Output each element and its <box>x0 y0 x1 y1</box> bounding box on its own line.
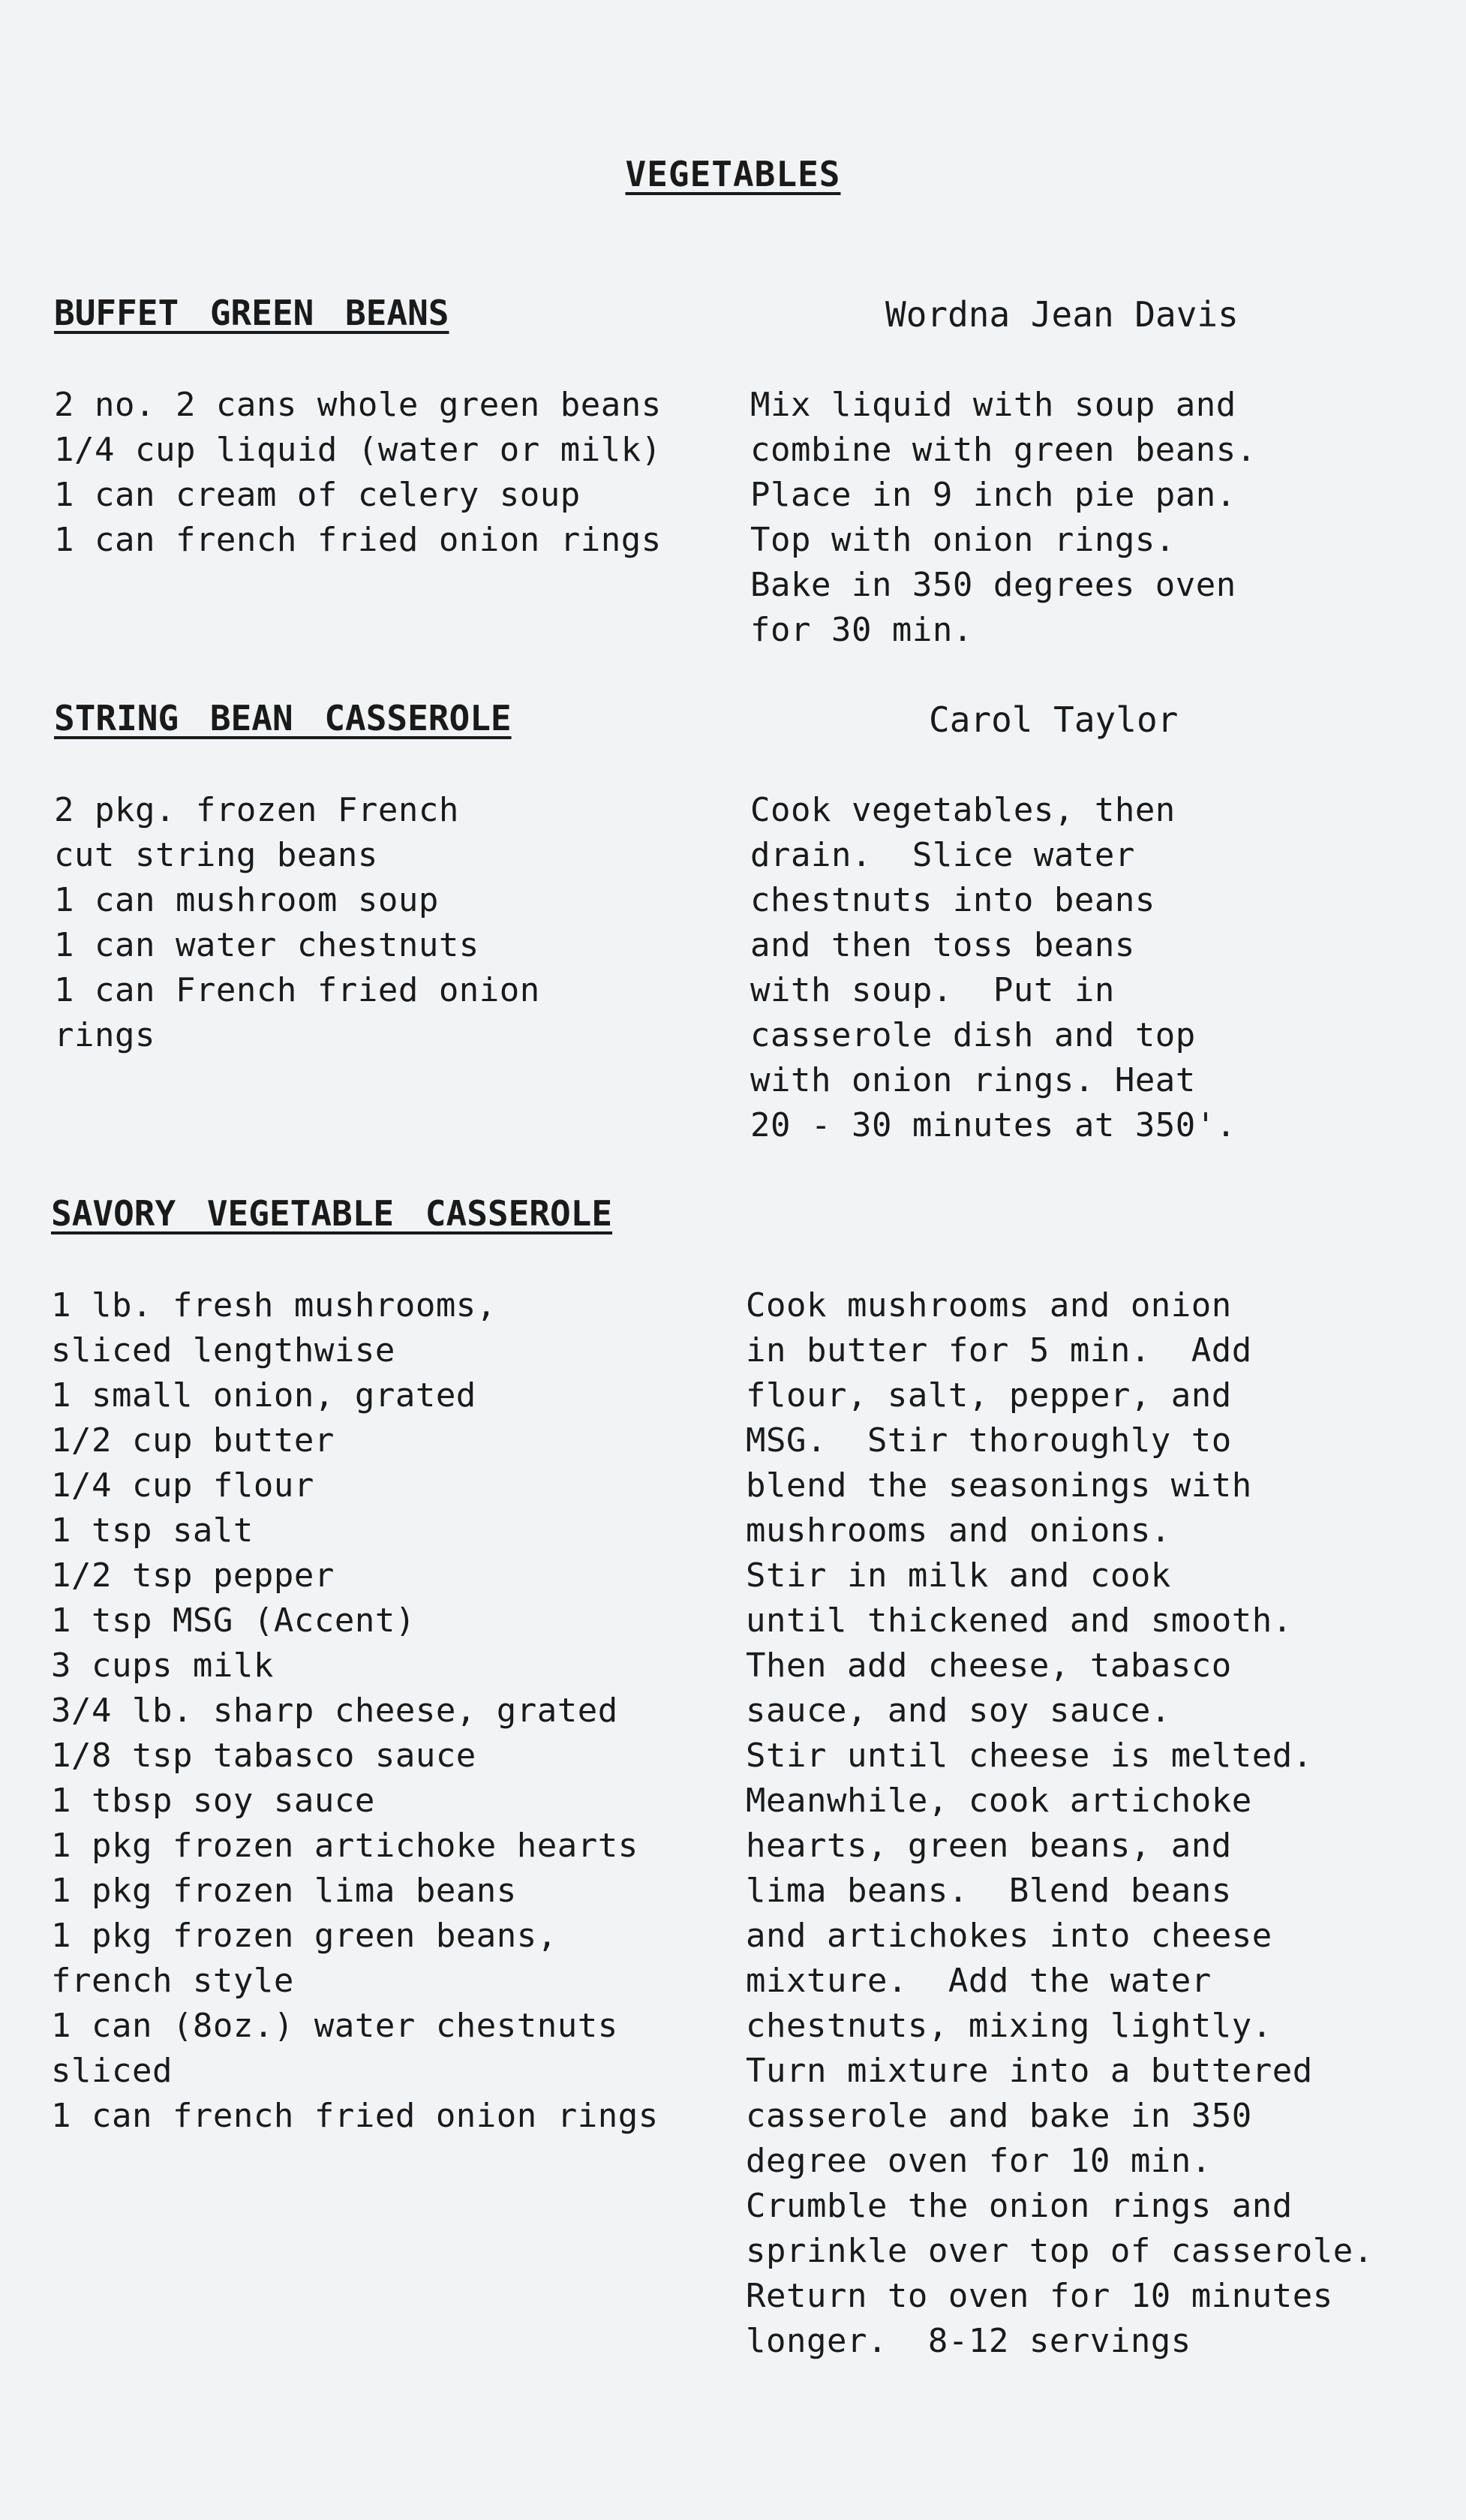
ingredient-line: 1/4 cup liquid (water or milk) <box>54 431 662 469</box>
direction-line: chestnuts into beans <box>750 881 1155 919</box>
direction-line: for 30 min. <box>750 611 973 649</box>
ingredients-savory-vegetable-casserole <box>51 1283 659 2139</box>
ingredients-string-bean-casserole <box>54 788 540 1058</box>
direction-line: hearts, green beans, and <box>746 1827 1232 1865</box>
recipe-title-buffet-green-beans: BUFFET GREEN BEANS <box>54 293 449 333</box>
ingredient-line: 2 no. 2 cans whole green beans <box>54 386 662 424</box>
ingredient-line: 1 can french fried onion rings <box>51 2097 659 2135</box>
direction-line: Place in 9 inch pie pan. <box>750 476 1236 514</box>
direction-line: Top with onion rings. <box>750 521 1176 559</box>
direction-line: Stir until cheese is melted. <box>746 1737 1313 1775</box>
direction-line: mixture. Add the water <box>746 1962 1212 2000</box>
ingredient-line: 1/4 cup flour <box>51 1466 314 1505</box>
ingredient-line: sliced lengthwise <box>51 1331 395 1370</box>
direction-line: Bake in 350 degrees oven <box>750 566 1236 604</box>
ingredient-line: 2 pkg. frozen French <box>54 791 459 829</box>
direction-line: combine with green beans. <box>750 431 1257 469</box>
recipe-author-wordna-jean-davis: Wordna Jean Davis <box>885 294 1239 335</box>
direction-line: Turn mixture into a buttered <box>746 2052 1313 2090</box>
recipe-title-string-bean-casserole: STRING BEAN CASSEROLE <box>54 698 512 738</box>
ingredient-line: 1 can french fried onion rings <box>54 521 662 559</box>
direction-line: longer. 8-12 servings <box>746 2322 1191 2360</box>
direction-line: blend the seasonings with <box>746 1466 1252 1505</box>
direction-line: chestnuts, mixing lightly. <box>746 2007 1272 2045</box>
direction-line: MSG. Stir thoroughly to <box>746 1421 1232 1460</box>
recipe-title-savory-vegetable-casserole: SAVORY VEGETABLE CASSEROLE <box>51 1193 613 1234</box>
ingredient-line: 1 tbsp soy sauce <box>51 1782 375 1820</box>
ingredient-line: 3 cups milk <box>51 1646 274 1685</box>
ingredient-line: french style <box>51 1962 294 2000</box>
direction-line: drain. Slice water <box>750 836 1135 874</box>
direction-line: Stir in milk and cook <box>746 1556 1171 1595</box>
ingredient-line: 1 can French fried onion <box>54 971 540 1009</box>
direction-line: Mix liquid with soup and <box>750 386 1236 424</box>
direction-line: Return to oven for 10 minutes <box>746 2277 1333 2315</box>
direction-line: Then add cheese, tabasco <box>746 1646 1232 1685</box>
direction-line: casserole dish and top <box>750 1016 1196 1054</box>
direction-line: casserole and bake in 350 <box>746 2097 1252 2135</box>
recipe-author-carol-taylor: Carol Taylor <box>929 699 1179 740</box>
directions-buffet-green-beans <box>750 383 1257 653</box>
ingredient-line: 1 tsp MSG (Accent) <box>51 1601 416 1640</box>
direction-line: Cook vegetables, then <box>750 791 1176 829</box>
ingredient-line: 1 can water chestnuts <box>54 926 479 964</box>
direction-line: sauce, and soy sauce. <box>746 1692 1171 1730</box>
ingredient-line: 1 lb. fresh mushrooms, <box>51 1286 497 1325</box>
ingredient-line: 1 small onion, grated <box>51 1376 476 1415</box>
direction-line: lima beans. Blend beans <box>746 1872 1232 1910</box>
ingredient-line: 3/4 lb. sharp cheese, grated <box>51 1692 618 1730</box>
direction-line: sprinkle over top of casserole. <box>746 2232 1374 2270</box>
direction-line: degree oven for 10 min. <box>746 2142 1212 2180</box>
ingredient-line: 1/2 cup butter <box>51 1421 335 1460</box>
direction-line: in butter for 5 min. Add <box>746 1331 1252 1370</box>
ingredient-line: 1/8 tsp tabasco sauce <box>51 1737 476 1775</box>
direction-line: Meanwhile, cook artichoke <box>746 1782 1252 1820</box>
ingredient-line: 1 pkg frozen lima beans <box>51 1872 517 1910</box>
ingredient-line: cut string beans <box>54 836 378 874</box>
ingredient-line: 1 can cream of celery soup <box>54 476 581 514</box>
ingredient-line: 1 can mushroom soup <box>54 881 439 919</box>
direction-line: mushrooms and onions. <box>746 1511 1171 1550</box>
directions-string-bean-casserole <box>750 788 1236 1148</box>
page-title: VEGETABLES <box>625 154 841 194</box>
direction-line: Cook mushrooms and onion <box>746 1286 1232 1325</box>
ingredient-line: sliced <box>51 2052 173 2090</box>
direction-line: and artichokes into cheese <box>746 1917 1272 1955</box>
direction-line: until thickened and smooth. <box>746 1601 1293 1640</box>
ingredient-line: 1 can (8oz.) water chestnuts <box>51 2007 618 2045</box>
direction-line: Crumble the onion rings and <box>746 2187 1293 2225</box>
ingredient-line: 1 pkg frozen artichoke hearts <box>51 1827 638 1865</box>
ingredient-line: 1 tsp salt <box>51 1511 254 1550</box>
ingredient-line: 1 pkg frozen green beans, <box>51 1917 557 1955</box>
direction-line: with soup. Put in <box>750 971 1115 1009</box>
ingredient-line: 1/2 tsp pepper <box>51 1556 335 1595</box>
directions-savory-vegetable-casserole <box>746 1283 1374 2364</box>
direction-line: flour, salt, pepper, and <box>746 1376 1232 1415</box>
ingredients-buffet-green-beans <box>54 383 662 563</box>
direction-line: 20 - 30 minutes at 350'. <box>750 1106 1236 1144</box>
direction-line: and then toss beans <box>750 926 1135 964</box>
ingredient-line: rings <box>54 1016 155 1054</box>
direction-line: with onion rings. Heat <box>750 1061 1196 1099</box>
